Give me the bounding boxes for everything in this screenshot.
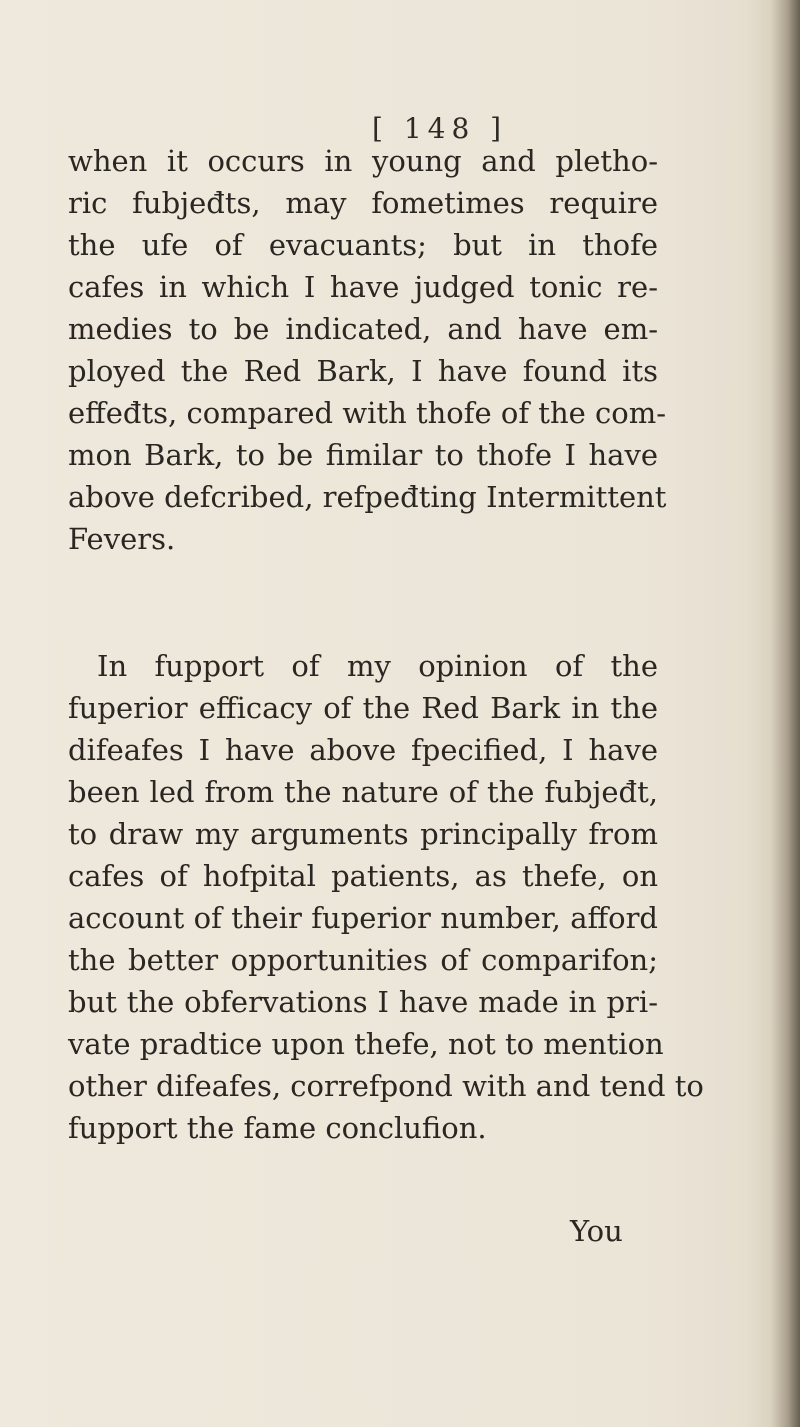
text-line: effeđts, compared with thofe of the com- (68, 396, 666, 430)
text-line: ployed the Red Bark, I have found its (68, 354, 658, 388)
binding-shadow (770, 0, 800, 1427)
text-line: ric fubjeđts, may fometimes require (68, 186, 658, 220)
text-line: when it occurs in young and pletho- (68, 144, 658, 178)
text-line: to draw my arguments principally from (68, 817, 658, 851)
text-line: account of their fuperior number, afford (68, 901, 658, 935)
page-number: [ 148 ] (372, 112, 508, 145)
text-line: cafes in which I have judged tonic re- (68, 270, 658, 304)
text-line: fupport the fame conclufion. (68, 1111, 487, 1145)
paragraph-1 (68, 140, 667, 560)
text-line: vate pradtice upon thefe, not to mention (68, 1027, 664, 1061)
paragraph-2 (68, 645, 704, 1149)
text-line: In fupport of my opinion of the (97, 649, 658, 683)
catchword: You (570, 1214, 623, 1248)
text-line: medies to be indicated, and have em- (68, 312, 658, 346)
text-line: fuperior efficacy of the Red Bark in the (68, 691, 658, 725)
text-line: other difeafes, correfpond with and tend to (68, 1069, 704, 1103)
text-line: above defcribed, refpeđting Intermittent (68, 480, 667, 514)
text-line: Fevers. (68, 522, 176, 556)
text-line: the better opportunities of comparifon; (68, 943, 658, 977)
text-line: the ufe of evacuants; but in thofe (68, 228, 658, 262)
text-line: difeafes I have above fpecified, I have (68, 733, 658, 767)
text-line: but the obfervations I have made in pri- (68, 985, 658, 1019)
text-line: been led from the nature of the fubjeđt, (68, 775, 658, 809)
text-line: mon Bark, to be fimilar to thofe I have (68, 438, 658, 472)
text-line: cafes of hofpital patients, as thefe, on (68, 859, 658, 893)
